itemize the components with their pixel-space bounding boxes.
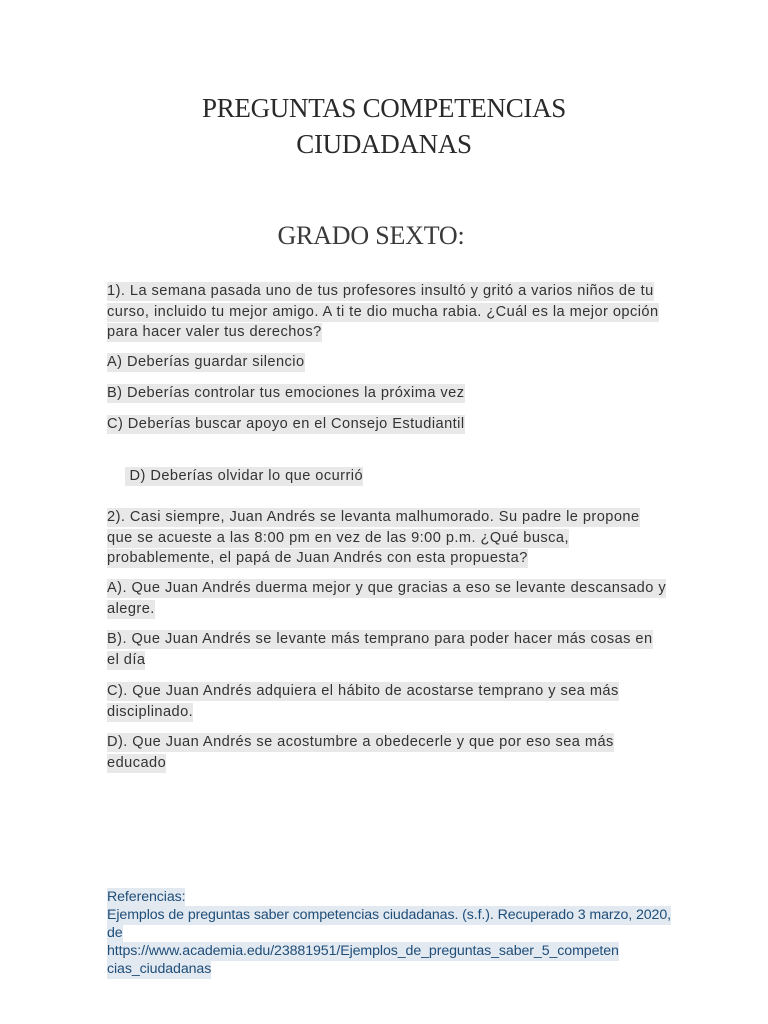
question-1-option-b: B) Deberías controlar tus emociones la próxima vez	[107, 385, 465, 401]
question-2-option-a: A). Que Juan Andrés duerma mejor y que gracias a eso se levante descansado y alegre.	[107, 580, 667, 617]
question-1-option-d: D) Deberías olvidar lo que ocurrió	[125, 467, 364, 484]
question-2-option-c: C). Que Juan Andrés adquiera el hábito de acostarse temprano y sea más disciplinado.	[107, 683, 619, 720]
question-2-option-b: B). Que Juan Andrés se levante más temprano para poder hacer más cosas en el día	[107, 631, 653, 668]
title-line-1: PREGUNTAS COMPETENCIAS	[201, 93, 567, 123]
document-title	[0, 90, 768, 162]
question-1-text	[107, 281, 667, 343]
references-section	[107, 888, 672, 978]
question-2-option-d: D). Que Juan Andrés se acostumbre a obedecerle y que por eso sea más educado	[107, 734, 614, 771]
question-2-highlight: 2). Casi siempre, Juan Andrés se levanta malhumorado. Su padre le propone que se acueste a las 8:00 pm en vez de las 9:00 p.m. ¿Qué busca, probablemente, el papá de Juan Andrés con esta propuesta?	[107, 509, 640, 566]
question-1-highlight: 1). La semana pasada uno de tus profesores insultó y gritó a varios niños de tu curso, incluido tu mejor amigo. A ti te dio mucha rabia. ¿Cuál es la mejor opción para hacer valer tus derechos?	[107, 283, 659, 340]
grade-heading: GRADO SEXTO:	[277, 221, 465, 250]
references-citation: Ejemplos de preguntas saber competencias ciudadanas. (s.f.). Recuperado 3 marzo, 2020, de	[107, 907, 671, 941]
question-2-text	[107, 507, 667, 569]
references-heading: Referencias:	[107, 889, 186, 905]
title-line-2: CIUDADANAS	[296, 129, 472, 159]
references-url-line-1[interactable]: https://www.academia.edu/23881951/Ejemplos_de_preguntas_saber_5_competen	[107, 943, 619, 959]
references-url-line-2[interactable]: cias_ciudadanas	[107, 961, 212, 977]
question-1-option-c: C) Deberías buscar apoyo en el Consejo Estudiantil	[107, 416, 465, 432]
question-1-option-a: A) Deberías guardar silencio	[107, 354, 305, 370]
